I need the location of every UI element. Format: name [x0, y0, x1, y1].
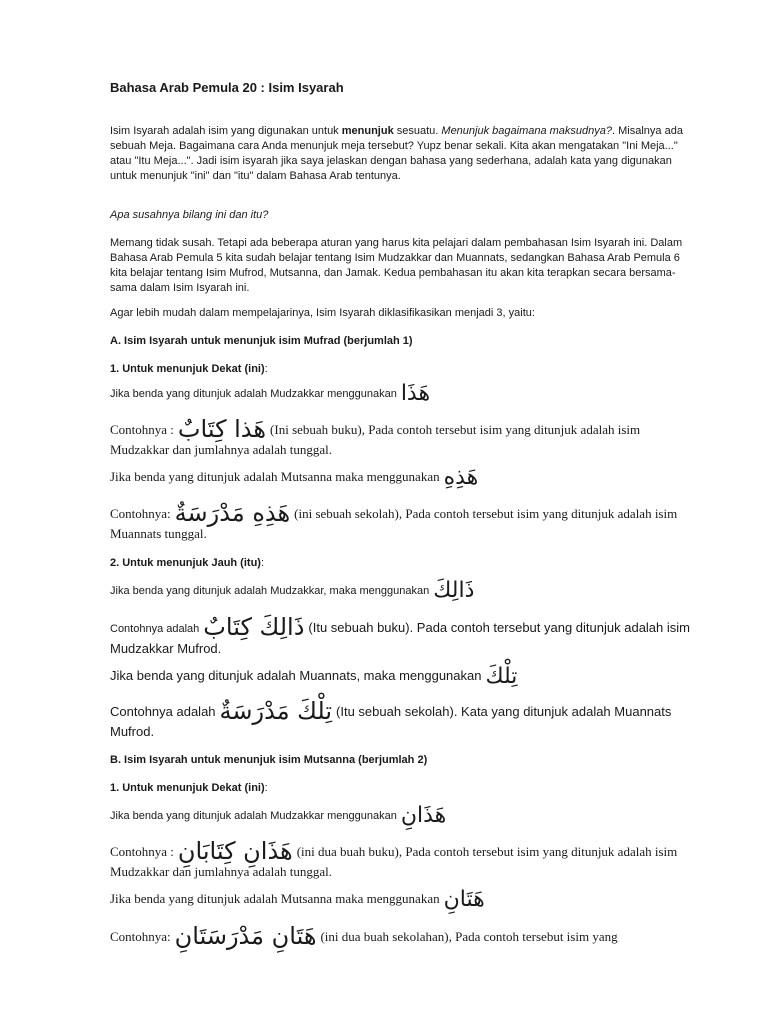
- section-b-sub1: 1. Untuk menunjuk Dekat (ini):: [110, 782, 268, 794]
- arabic-example-6: هَتَانِ مَدْرَسَتَانِ: [174, 922, 317, 950]
- arabic-example-2: هَذِهِ مَدْرَسَةٌ: [174, 499, 291, 527]
- arabic-example-4: تِلْكَ مَدْرَسَةٌ: [219, 697, 333, 725]
- section-a-sub2: 2. Untuk menunjuk Jauh (itu):: [110, 557, 265, 569]
- classification-line: Agar lebih mudah dalam mempelajarinya, Isim Isyarah diklasifikasikan menjadi 3, yaitu:: [110, 307, 535, 319]
- section-b-line1: Jika benda yang ditunjuk adalah Mudzakkar menggunakan هَذَانِ: [110, 803, 447, 828]
- section-b-heading: B. Isim Isyarah untuk menunjuk isim Mutsanna (berjumlah 2): [110, 754, 428, 766]
- arabic-tilka: تِلْكَ: [485, 664, 518, 689]
- section-a-example3: Contohnya adalah ذَالِكَ كِتَابٌ (Itu sebuah buku). Pada contoh tersebut yang ditunjuk adalah isim Mudzakkar Mufrod.: [110, 613, 690, 656]
- italic-question: Menunjuk bagaimana maksudnya?: [441, 125, 613, 137]
- arabic-hatani: هَتَانِ: [443, 887, 485, 912]
- page-title: Bahasa Arab Pemula 20 : Isim Isyarah: [110, 80, 344, 95]
- arabic-example-1: هَذا كِتَابٌ: [177, 415, 267, 443]
- emphasis-menunjuk: menunjuk: [341, 125, 394, 137]
- explanation-paragraph: Memang tidak susah. Tetapi ada beberapa aturan yang harus kita pelajari dalam pembahasan Isim Isyarah ini. Dalam Bahasa Arab Pemula 5 kita sudah belajar tentang Isim Mudzakkar dan Muannats, sedangkan Bahasa Arab Pemula 6 kita belajar tentang Isim Mufrod, Mutsanna, dan Jamak. Kedua pembahasan itu akan kita terapkan secara bersama-sama dalam Isim Isyarah ini.: [110, 237, 683, 294]
- section-a-heading: A. Isim Isyarah untuk menunjuk isim Mufrad (berjumlah 1): [110, 335, 413, 347]
- arabic-dzalika: ذَالِكَ: [433, 578, 475, 603]
- section-a-example1: Contohnya : هَذا كِتَابٌ (Ini sebuah buku), Pada contoh tersebut isim yang ditunjuk adalah isim Mudzakkar dan jumlahnya adalah tunggal.: [110, 415, 641, 457]
- intro-paragraph: Isim Isyarah adalah isim yang digunakan untuk menunjuk sesuatu. Menunjuk bagaimana maksudnya?. Misalnya ada sebuah Meja. Bagaimana cara Anda menunjuk meja tersebut? Yupz benar sekali. Kita akan mengatakan "Ini Meja..." atau "Itu Meja...". Jadi isim isyarah jika saya jelaskan dengan bahasa yang sederhana, adalah kata yang digunakan untuk menunjuk "ini" dan "itu" dalam Bahasa Arab tentunya.: [110, 125, 683, 182]
- arabic-hadzihi: هَذِهِ: [443, 465, 479, 490]
- section-a-line4: Jika benda yang ditunjuk adalah Muannats, maka menggunakan تِلْكَ: [110, 664, 518, 689]
- arabic-example-3: ذَالِكَ كِتَابٌ: [203, 613, 305, 641]
- section-a-example2: Contohnya: هَذِهِ مَدْرَسَةٌ (ini sebuah sekolah), Pada contoh tersebut isim yang ditunjuk adalah isim Muannats tunggal.: [110, 499, 678, 541]
- arabic-hadza: هَذَا: [400, 381, 431, 406]
- section-b-example1: Contohnya : هَذَانِ كِتَابَانِ (ini dua buah buku), Pada contoh tersebut isim yang ditunjuk adalah isim Mudzakkar dan jumlahnya adalah tunggal.: [110, 837, 678, 879]
- section-b-line2: Jika benda yang ditunjuk adalah Mutsanna maka menggunakan هَتَانِ: [110, 887, 485, 912]
- section-a-sub1: 1. Untuk menunjuk Dekat (ini):: [110, 363, 268, 375]
- question-line: Apa susahnya bilang ini dan itu?: [110, 209, 269, 221]
- section-a-line1: Jika benda yang ditunjuk adalah Mudzakkar menggunakan هَذَا: [110, 381, 431, 406]
- section-a-line2: Jika benda yang ditunjuk adalah Mutsanna maka menggunakan هَذِهِ: [110, 465, 479, 490]
- section-b-example2: Contohnya: هَتَانِ مَدْرَسَتَانِ (ini dua buah sekolahan), Pada contoh tersebut isim yang: [110, 922, 618, 950]
- arabic-example-5: هَذَانِ كِتَابَانِ: [177, 837, 293, 865]
- section-a-line3: Jika benda yang ditunjuk adalah Mudzakkar, maka menggunakan ذَالِكَ: [110, 578, 475, 603]
- arabic-hadzani: هَذَانِ: [400, 803, 447, 828]
- section-a-example4: Contohnya adalah تِلْكَ مَدْرَسَةٌ (Itu sebuah sekolah). Kata yang ditunjuk adalah Muannats Mufrod.: [110, 697, 672, 739]
